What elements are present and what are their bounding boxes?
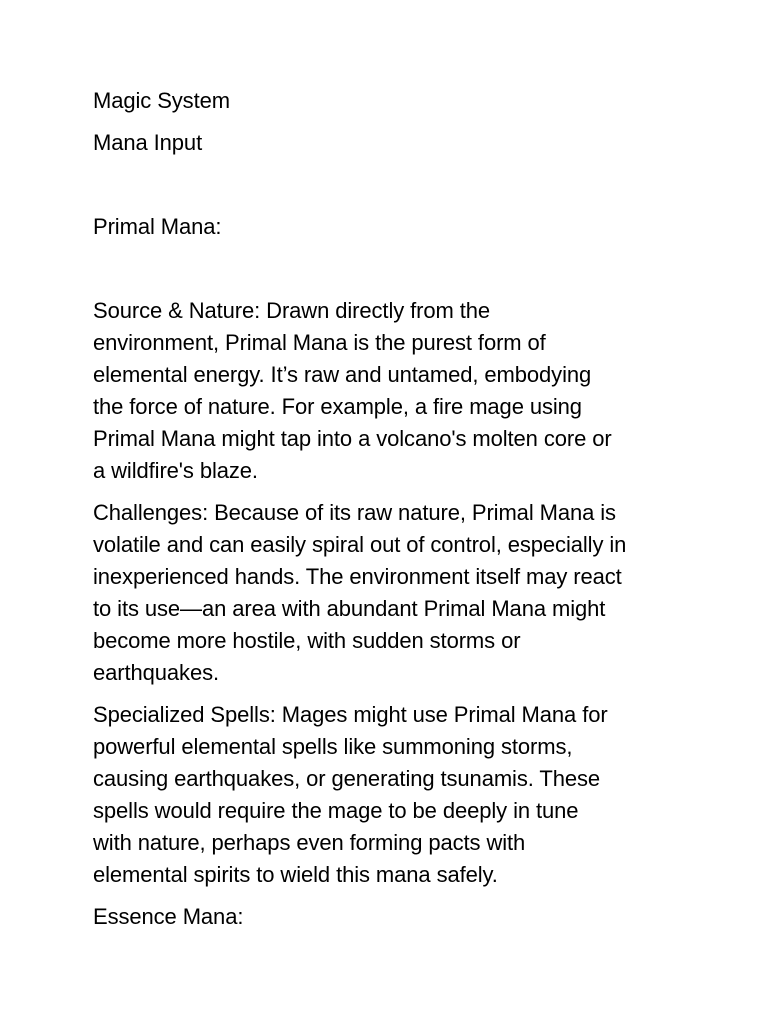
text-line: causing earthquakes, or generating tsunamis. These bbox=[93, 766, 601, 791]
primal-mana-heading: Primal Mana: bbox=[93, 214, 222, 239]
specialized-spells-paragraph bbox=[93, 699, 683, 891]
section-title: Mana Input bbox=[93, 130, 203, 155]
document-title: Magic System bbox=[93, 88, 230, 113]
text-line: the force of nature. For example, a fire mage using bbox=[93, 394, 582, 419]
text-line: Source & Nature: Drawn directly from the bbox=[93, 298, 491, 323]
document-body bbox=[93, 85, 683, 943]
text-line: to its use—an area with abundant Primal Mana might bbox=[93, 596, 606, 621]
text-line: powerful elemental spells like summoning storms, bbox=[93, 734, 573, 759]
text-line: earthquakes. bbox=[93, 660, 219, 685]
source-nature-paragraph bbox=[93, 295, 683, 487]
text-line: elemental spirits to wield this mana safely. bbox=[93, 862, 498, 887]
text-line: environment, Primal Mana is the purest form of bbox=[93, 330, 546, 355]
text-line: Primal Mana might tap into a volcano's molten core or bbox=[93, 426, 612, 451]
essence-mana-heading: Essence Mana: bbox=[93, 904, 244, 929]
text-line: a wildfire's blaze. bbox=[93, 458, 258, 483]
text-line: Challenges: Because of its raw nature, Primal Mana is bbox=[93, 500, 616, 525]
text-line: elemental energy. It’s raw and untamed, embodying bbox=[93, 362, 592, 387]
text-line: become more hostile, with sudden storms or bbox=[93, 628, 521, 653]
challenges-paragraph bbox=[93, 497, 683, 689]
text-line: with nature, perhaps even forming pacts with bbox=[93, 830, 526, 855]
text-line: spells would require the mage to be deeply in tune bbox=[93, 798, 579, 823]
text-line: volatile and can easily spiral out of control, especially in bbox=[93, 532, 627, 557]
text-line: inexperienced hands. The environment itself may react bbox=[93, 564, 622, 589]
text-line: Specialized Spells: Mages might use Primal Mana for bbox=[93, 702, 608, 727]
